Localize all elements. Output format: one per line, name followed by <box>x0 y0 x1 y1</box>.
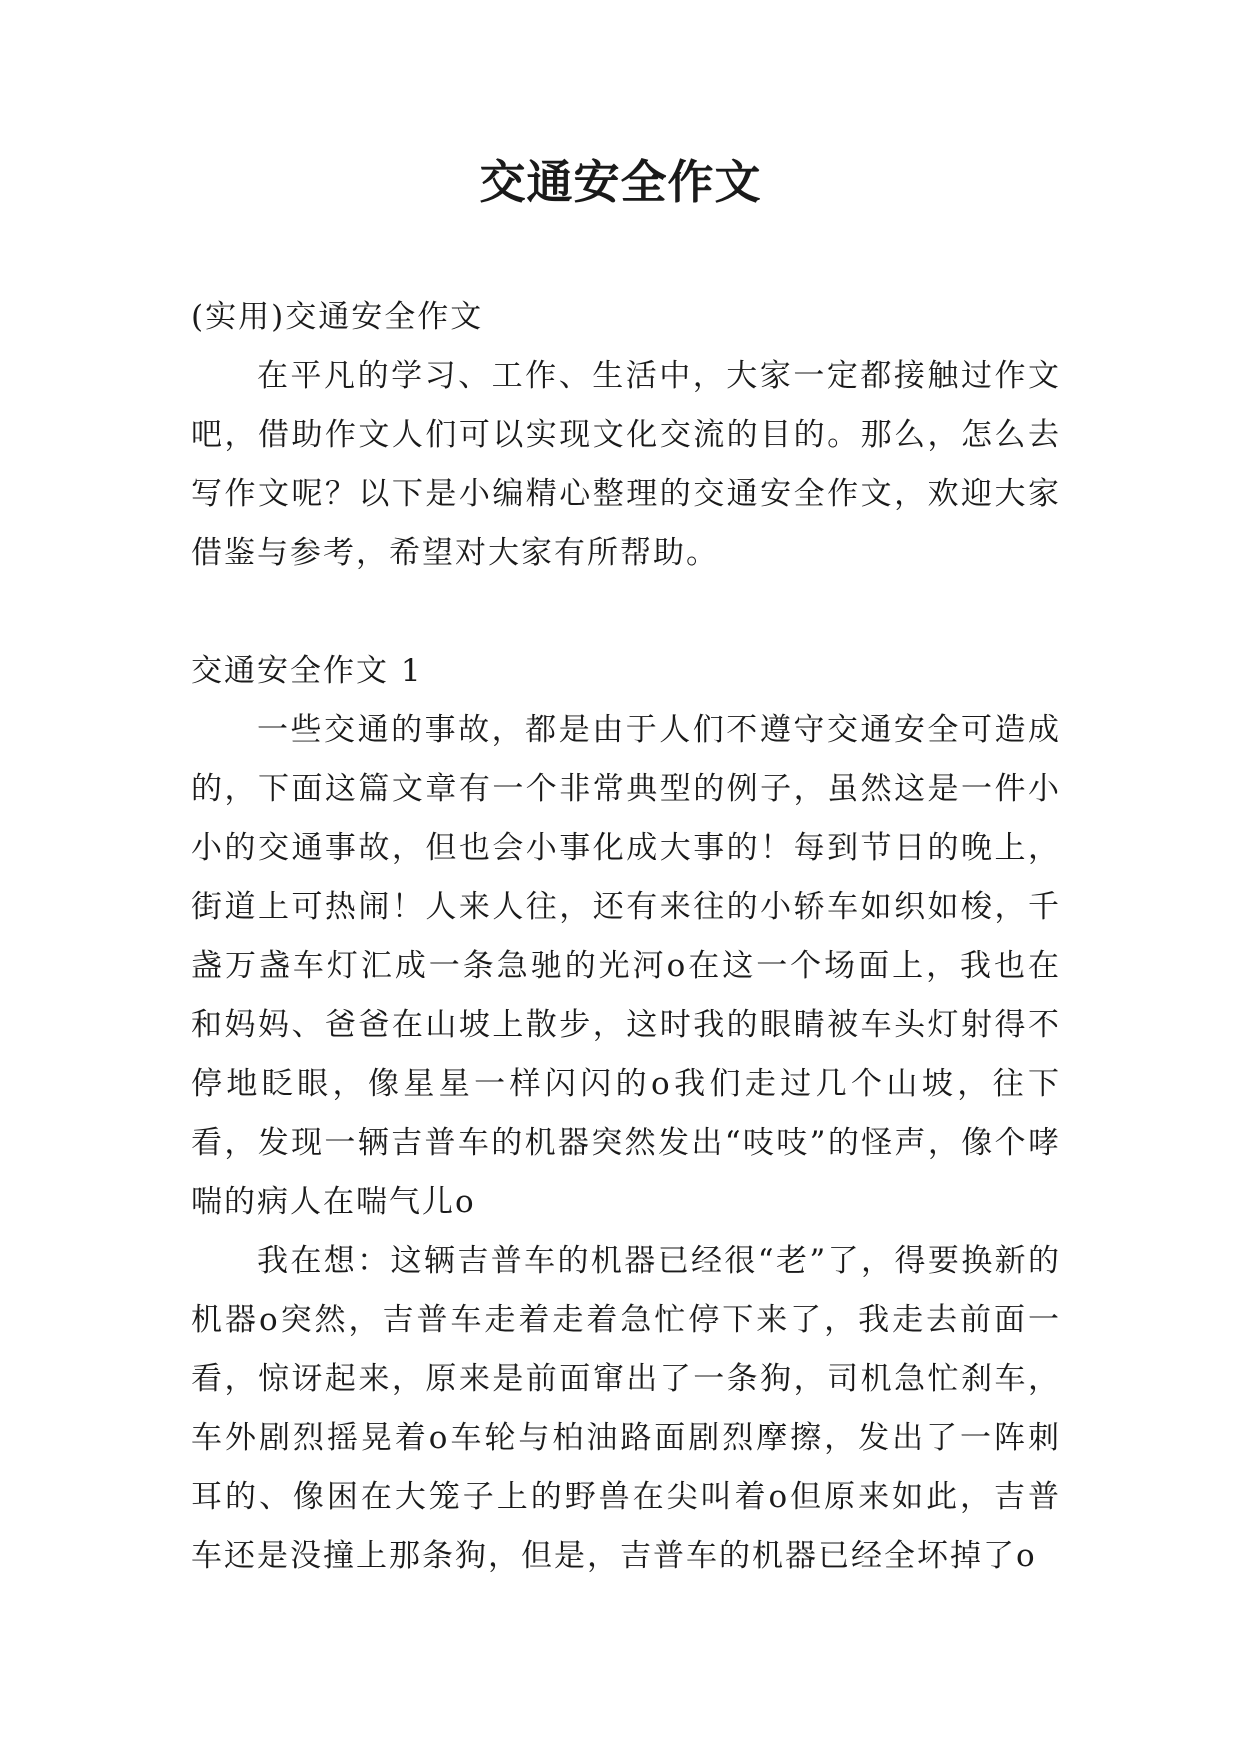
document-body <box>191 288 1061 1586</box>
paragraph-spacer <box>191 583 1061 642</box>
intro-paragraph: 在平凡的学习、工作、生活中，大家一定都接触过作文吧，借助作文人们可以实现文化交流的目的。那么，怎么去写作文呢？以下是小编精心整理的交通安全作文，欢迎大家借鉴与参考，希望对大家有所帮助。 <box>191 358 1061 571</box>
section-heading: 交通安全作文 1 <box>191 653 423 689</box>
document-title: 交通安全作文 <box>479 155 762 209</box>
body-paragraph-1: 一些交通的事故，都是由于人们不遵守交通安全可造成的，下面这篇文章有一个非常典型的例子，虽然这是一件小小的交通事故，但也会小事化成大事的！每到节日的晚上，街道上可热闹！人来人往，还有来往的小轿车如织如梭，千盏万盏车灯汇成一条急驰的光河o在这一个场面上，我也在和妈妈、爸爸在山坡上散步，这时我的眼睛被车头灯射得不停地眨眼，像星星一样闪闪的o我们走过几个山坡，往下看，发现一辆吉普车的机器突然发出“吱吱”的怪声，像个哮喘的病人在喘气儿o <box>191 712 1061 1220</box>
body-paragraph-2: 我在想：这辆吉普车的机器已经很“老”了，得要换新的机器o突然，吉普车走着走着急忙停下来了，我走去前面一看，惊讶起来，原来是前面窜出了一条狗，司机急忙刹车，车外剧烈摇晃着o车轮与柏油路面剧烈摩擦，发出了一阵刺耳的、像困在大笼子上的野兽在尖叫着o但原来如此，吉普车还是没撞上那条狗，但是，吉普车的机器已经全坏掉了o <box>191 1243 1061 1574</box>
document-subtitle: (实用)交通安全作文 <box>191 299 484 335</box>
